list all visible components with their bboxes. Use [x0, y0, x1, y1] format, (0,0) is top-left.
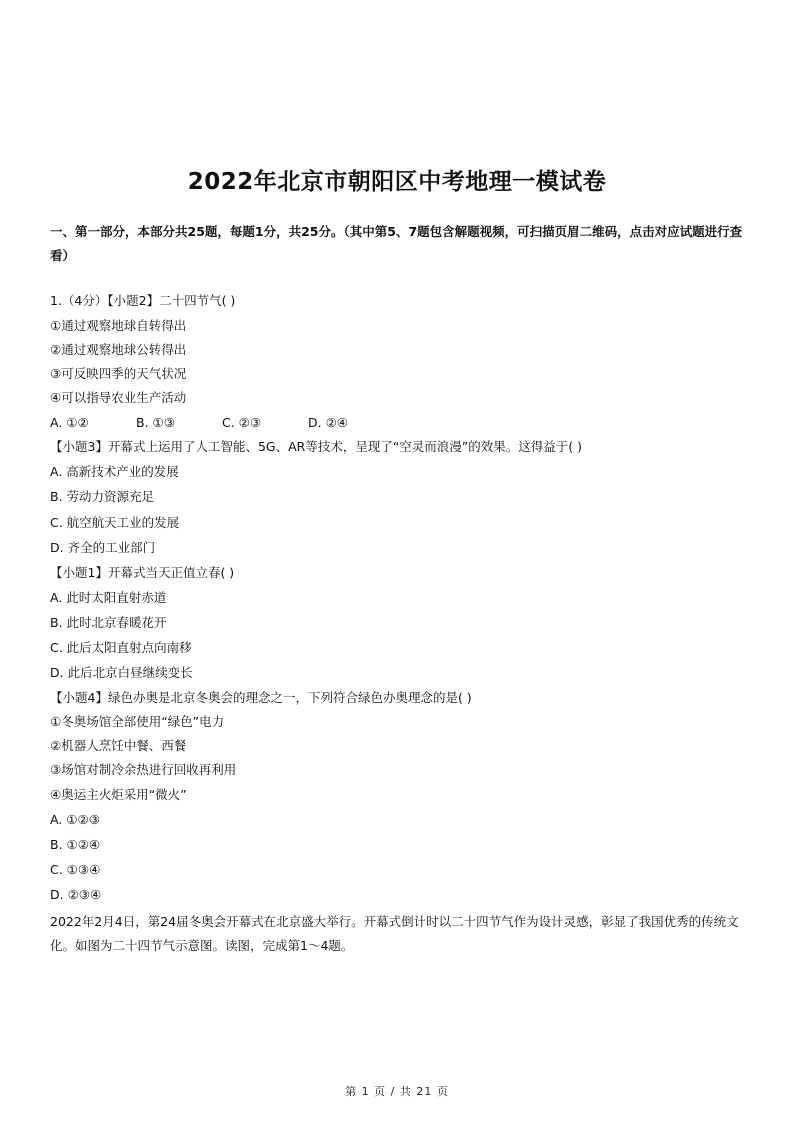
question-line: ④奥运主火炬采用“微火”: [50, 787, 187, 802]
question-line: ①冬奥场馆全部使用“绿色”电力: [50, 714, 225, 729]
question-line: ①通过观察地球自转得出: [50, 318, 187, 333]
question-line: A. 高新技术产业的发展: [50, 464, 179, 479]
question-line: ②通过观察地球公转得出: [50, 342, 187, 357]
question-line: 【小题1】开幕式当天正值立春( ): [50, 565, 235, 580]
question-line: B. ①②④: [50, 837, 101, 852]
choice-b: B. ①③: [136, 415, 175, 430]
choice-c: C. ②③: [222, 415, 262, 430]
question-line: C. 此后太阳直射点向南移: [50, 640, 192, 655]
question-line: 1.（4分）【小题2】二十四节气( ): [50, 293, 236, 308]
section-header: 一、第一部分，本部分共25题，每题1分，共25分。（其中第5、7题包含解题视频，可扫描页眉二维码，点击对应试题进行查看）: [50, 224, 743, 263]
question-line: D. 此后北京白昼继续变长: [50, 665, 193, 680]
page-title: 2022年北京市朝阳区中考地理一模试卷: [187, 169, 607, 195]
question-line: ③可反映四季的天气状况: [50, 366, 187, 381]
q2-choices: [50, 414, 388, 432]
question-line: D. ②③④: [50, 887, 102, 902]
question-line: 【小题3】开幕式上运用了人工智能、5G、AR等技术，呈现了“空灵而浪漫”的效果。这得益于( ): [50, 439, 583, 454]
intro-paragraph: 2022年2月4日，第24届冬奥会开幕式在北京盛大举行。开幕式倒计时以二十四节气作为设计灵感，彰显了我国优秀的传统文化。如图为二十四节气示意图。读图，完成第1～4题。: [50, 914, 739, 953]
choice-d: D. ②④: [308, 415, 348, 430]
question-line: ④可以指导农业生产活动: [50, 390, 187, 405]
page-footer: 第 1 页 / 共 21 页: [345, 1085, 449, 1098]
question-line: ③场馆对制冷余热进行回收再利用: [50, 762, 237, 777]
question-line: ②机器人烹饪中餐、西餐: [50, 738, 187, 753]
question-line: B. 此时北京春暖花开: [50, 615, 167, 630]
question-line: C. 航空航天工业的发展: [50, 515, 180, 530]
question-line: A. 此时太阳直射赤道: [50, 590, 167, 605]
question-line: D. 齐全的工业部门: [50, 540, 156, 555]
question-line: C. ①③④: [50, 862, 101, 877]
question-line: 【小题4】绿色办奥是北京冬奥会的理念之一，下列符合绿色办奥理念的是( ): [50, 690, 472, 705]
choice-a: A. ①②: [50, 415, 89, 430]
question-line: B. 劳动力资源充足: [50, 489, 155, 504]
question-line: A. ①②③: [50, 812, 100, 827]
